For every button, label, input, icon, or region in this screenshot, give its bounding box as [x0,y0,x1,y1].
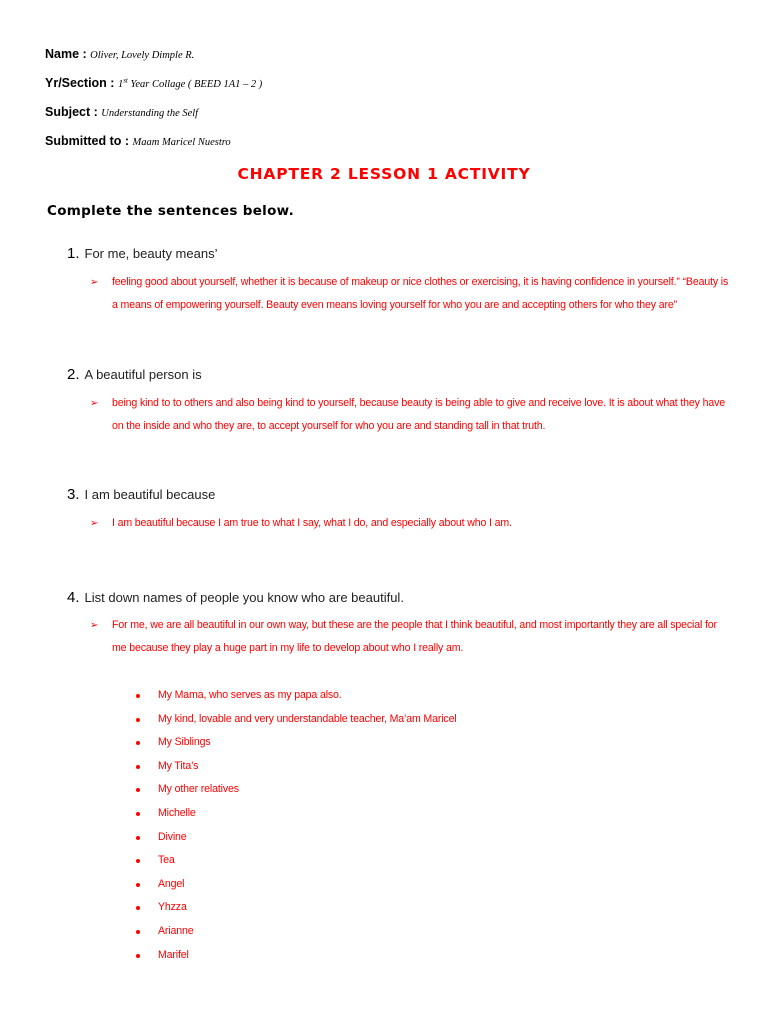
list-item: Arianne [136,920,457,944]
answer-text: being kind to to others and also being kind to yourself, because beauty is being able to give and receive love. It is about what they have on the inside and who they are, to accept yourself for who you are and standing tall in that truth. [112,397,725,432]
question-2 [67,366,202,383]
list-item: Yhzza [136,896,457,920]
section-line [45,76,262,90]
question-text: For me, beauty means’ [84,246,218,261]
question-text: List down names of people you know who are beautiful. [84,590,404,605]
question-number: 2. [67,366,80,383]
question-number: 4. [67,589,80,606]
list-item: Marifel [136,944,457,968]
question-text: I am beautiful because [84,487,216,502]
answer-1 [90,271,730,317]
question-number: 1. [67,245,80,262]
arrow-bullet-icon: ➢ [90,277,99,288]
section-label: Yr/Section : [45,76,115,90]
subject-label: Subject : [45,105,98,119]
subject-value: Understanding the Self [101,108,199,119]
answer-text: For me, we are all beautiful in our own way, but these are the people that I think beautiful, and most importantly they are all special for me because they play a huge part in my life to develop about who I really am. [112,619,717,654]
name-label: Name : [45,47,87,61]
list-item: My other relatives [136,778,457,802]
answer-text: I am beautiful because I am true to what I say, what I do, and especially about who I am. [112,517,512,529]
list-item: My Mama, who serves as my papa also. [136,684,457,708]
question-1 [67,245,217,262]
instructions: Complete the sentences below. [47,203,294,219]
round-bullet-icon [136,836,140,840]
list-item: My kind, lovable and very understandable teacher, Ma’am Maricel [136,708,457,732]
list-item: Michelle [136,802,457,826]
submitted-line [45,134,231,148]
answer-3 [90,512,730,535]
names-list [136,684,457,967]
round-bullet-icon [136,765,140,769]
question-4 [67,589,404,606]
arrow-bullet-icon: ➢ [90,398,99,409]
round-bullet-icon [136,741,140,745]
list-item: My Siblings [136,731,457,755]
subject-line [45,105,198,119]
list-item: Divine [136,826,457,850]
name-value: Oliver, Lovely Dimple R. [90,50,195,61]
chapter-title: CHAPTER 2 LESSON 1 ACTIVITY [237,165,531,183]
arrow-bullet-icon: ➢ [90,518,99,529]
round-bullet-icon [136,883,140,887]
name-line [45,47,194,61]
list-item: Angel [136,873,457,897]
round-bullet-icon [136,859,140,863]
section-value: 1st Year Collage ( BEED 1A1 – 2 ) [117,76,263,90]
question-3 [67,486,215,503]
answer-2 [90,392,730,438]
round-bullet-icon [136,718,140,722]
submitted-value: Maam Maricel Nuestro [132,137,231,148]
round-bullet-icon [136,930,140,934]
round-bullet-icon [136,788,140,792]
round-bullet-icon [136,906,140,910]
question-number: 3. [67,486,80,503]
list-item: My Tita’s [136,755,457,779]
round-bullet-icon [136,694,140,698]
answer-4 [90,614,730,660]
round-bullet-icon [136,954,140,958]
submitted-label: Submitted to : [45,134,130,148]
answer-text: feeling good about yourself, whether it is because of makeup or nice clothes or exercising, it is having confidence in yourself.” “Beauty is a means of empowering yourself. Beauty even means loving yourself for who you are and accepting others for who they are” [112,276,729,311]
arrow-bullet-icon: ➢ [90,620,99,631]
question-text: A beautiful person is [84,367,202,382]
list-item: Tea [136,849,457,873]
round-bullet-icon [136,812,140,816]
